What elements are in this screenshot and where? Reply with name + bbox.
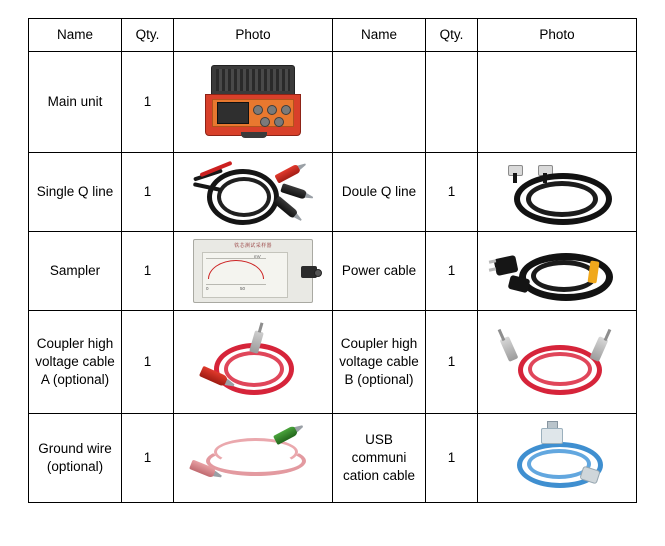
table-row bbox=[29, 414, 637, 503]
double-q-line-photo bbox=[492, 165, 622, 219]
item-name: Sampler bbox=[29, 232, 122, 311]
flight-case-main-unit-photo bbox=[205, 65, 301, 139]
header-name-right: Name bbox=[333, 19, 426, 52]
item-name-empty bbox=[333, 52, 426, 153]
item-photo bbox=[478, 311, 637, 414]
item-photo bbox=[174, 52, 333, 153]
sampler-title-label: 铁芯测试采样器 bbox=[234, 243, 272, 249]
item-photo-empty bbox=[478, 52, 637, 153]
usb-plug-icon bbox=[541, 428, 563, 444]
header-photo-left: Photo bbox=[174, 19, 333, 52]
bnc-connector-icon bbox=[301, 266, 317, 278]
header-photo-right: Photo bbox=[478, 19, 637, 52]
item-name: Main unit bbox=[29, 52, 122, 153]
item-photo bbox=[174, 414, 333, 503]
item-photo bbox=[478, 414, 637, 503]
table-row bbox=[29, 232, 637, 311]
item-photo bbox=[174, 153, 333, 232]
alligator-clip-icon bbox=[273, 196, 299, 220]
table-row bbox=[29, 311, 637, 414]
item-photo bbox=[478, 232, 637, 311]
item-qty: 1 bbox=[426, 232, 478, 311]
item-photo bbox=[174, 311, 333, 414]
ground-wire-photo bbox=[188, 430, 318, 486]
packing-list-table bbox=[28, 18, 637, 503]
table-header-row bbox=[29, 19, 637, 52]
item-name: Coupler high voltage cable A (optional) bbox=[29, 311, 122, 414]
coupler-hv-cable-b-photo bbox=[494, 331, 620, 393]
power-cable-photo bbox=[493, 245, 621, 297]
item-name: Doule Q line bbox=[333, 153, 426, 232]
item-photo bbox=[174, 232, 333, 311]
item-qty: 1 bbox=[122, 232, 174, 311]
header-qty-right: Qty. bbox=[426, 19, 478, 52]
usb-communication-cable-photo bbox=[497, 430, 617, 486]
table-row bbox=[29, 52, 637, 153]
item-name: Power cable bbox=[333, 232, 426, 311]
item-name: USB communi cation cable bbox=[333, 414, 426, 503]
item-qty: 1 bbox=[122, 414, 174, 503]
table-row bbox=[29, 153, 637, 232]
mains-plug-icon bbox=[493, 255, 518, 276]
sampler-box-photo bbox=[193, 239, 313, 303]
sampler-axis-top-label: mV bbox=[254, 254, 261, 259]
item-name: Single Q line bbox=[29, 153, 122, 232]
alligator-clip-icon bbox=[274, 163, 301, 183]
sampler-axis-left-label: 0 bbox=[206, 286, 209, 291]
item-name: Ground wire (optional) bbox=[29, 414, 122, 503]
coupler-hv-cable-a-photo bbox=[194, 331, 312, 393]
item-qty: 1 bbox=[122, 153, 174, 232]
sampler-axis-right-label: 50 bbox=[240, 286, 246, 291]
item-qty: 1 bbox=[426, 153, 478, 232]
item-qty: 1 bbox=[426, 414, 478, 503]
item-qty: 1 bbox=[122, 52, 174, 153]
item-name: Coupler high voltage cable B (optional) bbox=[333, 311, 426, 414]
single-q-line-photo bbox=[189, 163, 317, 221]
header-name-left: Name bbox=[29, 19, 122, 52]
item-qty-empty bbox=[426, 52, 478, 153]
item-qty: 1 bbox=[122, 311, 174, 414]
item-qty: 1 bbox=[426, 311, 478, 414]
header-qty-left: Qty. bbox=[122, 19, 174, 52]
item-photo bbox=[478, 153, 637, 232]
alligator-clip-icon bbox=[280, 183, 308, 200]
